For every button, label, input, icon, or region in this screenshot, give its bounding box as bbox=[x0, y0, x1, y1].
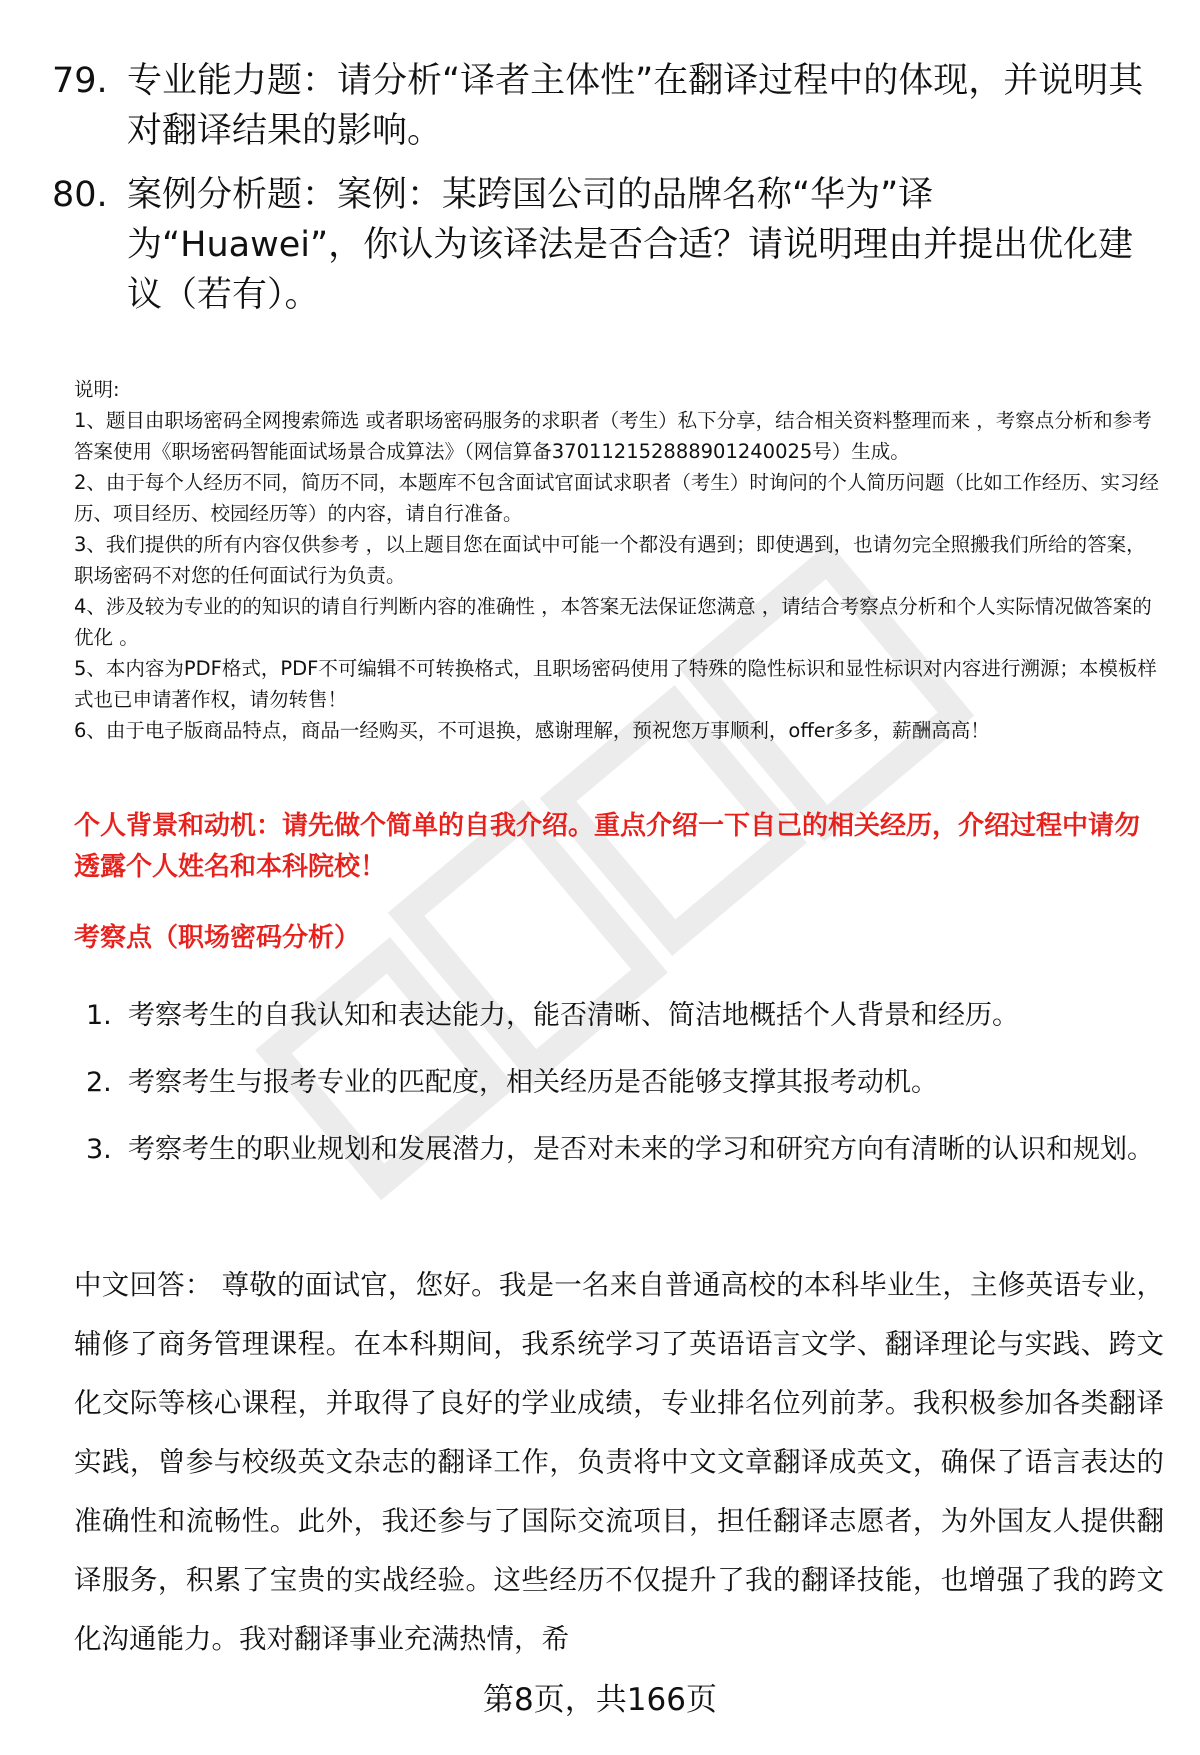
note-item: 1、题目由职场密码全网搜索筛选 或者职场密码服务的求职者（考生）私下分享，结合相关资料整理而来 ，考察点分析和参考答案使用《职场密码智能面试场景合成算法》（网信算备370112152888901240025号）生成。 bbox=[74, 409, 1152, 463]
notes-block bbox=[74, 374, 1164, 746]
list-item bbox=[74, 992, 1164, 1040]
list-item bbox=[74, 1126, 1164, 1174]
notes-title: 说明: bbox=[74, 378, 120, 401]
question-number: 80. bbox=[52, 175, 108, 215]
sample-answer: 中文回答： 尊敬的面试官，您好。我是一名来自普通高校的本科毕业生，主修英语专业，辅修了商务管理课程。在本科期间，我系统学习了英语语言文学、翻译理论与实践、跨文化交际等核心课程，并取得了良好的学业成绩，专业排名位列前茅。我积极参加各类翻译实践，曾参与校级英文杂志的翻译工作，负责将中文文章翻译成英文，确保了语言表达的准确性和流畅性。此外，我还参与了国际交流项目，担任翻译志愿者，为外国友人提供翻译服务，积累了宝贵的实战经验。这些经历不仅提升了我的翻译技能，也增强了我的跨文化沟通能力。我对翻译事业充满热情，希 bbox=[74, 1269, 1164, 1655]
assessment-points-list bbox=[74, 992, 1164, 1193]
list-item-number: 3. bbox=[86, 1134, 112, 1165]
question-text: 专业能力题：请分析“译者主体性”在翻译过程中的体现，并说明其对翻译结果的影响。 bbox=[127, 61, 1144, 151]
page-number: 第8页，共166页 bbox=[483, 1682, 717, 1718]
assessment-heading: 考察点（职场密码分析） bbox=[74, 923, 361, 953]
note-item: 2、由于每个人经历不同，简历不同，本题库不包含面试官面试求职者（考生）时询问的个人简历问题（比如工作经历、实习经历、项目经历、校园经历等）的内容，请自行准备。 bbox=[74, 471, 1159, 525]
question-text: 案例分析题：案例：某跨国公司的品牌名称“华为”译为“Huawei”，你认为该译法是否合适？请说明理由并提出优化建议（若有）。 bbox=[127, 175, 1134, 315]
list-item-text: 考察考生的自我认知和表达能力，能否清晰、简洁地概括个人背景和经历。 bbox=[128, 1000, 1019, 1031]
question-79 bbox=[52, 56, 1162, 156]
list-item-number: 1. bbox=[86, 1000, 112, 1031]
question-80 bbox=[52, 170, 1162, 320]
question-number: 79. bbox=[52, 61, 108, 101]
interview-question: 个人背景和动机：请先做个简单的自我介绍。重点介绍一下自己的相关经历，介绍过程中请勿透露个人姓名和本科院校！ bbox=[74, 811, 1141, 882]
note-item: 6、由于电子版商品特点，商品一经购买，不可退换，感谢理解，预祝您万事顺利，offer多多，薪酬高高！ bbox=[74, 719, 990, 742]
note-item: 4、涉及较为专业的的知识的请自行判断内容的准确性 ，本答案无法保证您满意 ，请结合考察点分析和个人实际情况做答案的优化 。 bbox=[74, 595, 1152, 649]
note-item: 5、本内容为PDF格式，PDF不可编辑不可转换格式，且职场密码使用了特殊的隐性标识和显性标识对内容进行溯源；本模板样式也已申请著作权，请勿转售！ bbox=[74, 657, 1157, 711]
list-item bbox=[74, 1059, 1164, 1107]
list-item-text: 考察考生与报考专业的匹配度，相关经历是否能够支撑其报考动机。 bbox=[128, 1067, 938, 1098]
note-item: 3、我们提供的所有内容仅供参考 ，以上题目您在面试中可能一个都没有遇到；即使遇到，也请勿完全照搬我们所给的答案，职场密码不对您的任何面试行为负责。 bbox=[74, 533, 1146, 587]
list-item-text: 考察考生的职业规划和发展潜力，是否对未来的学习和研究方向有清晰的认识和规划。 bbox=[128, 1134, 1154, 1165]
list-item-number: 2. bbox=[86, 1067, 112, 1098]
